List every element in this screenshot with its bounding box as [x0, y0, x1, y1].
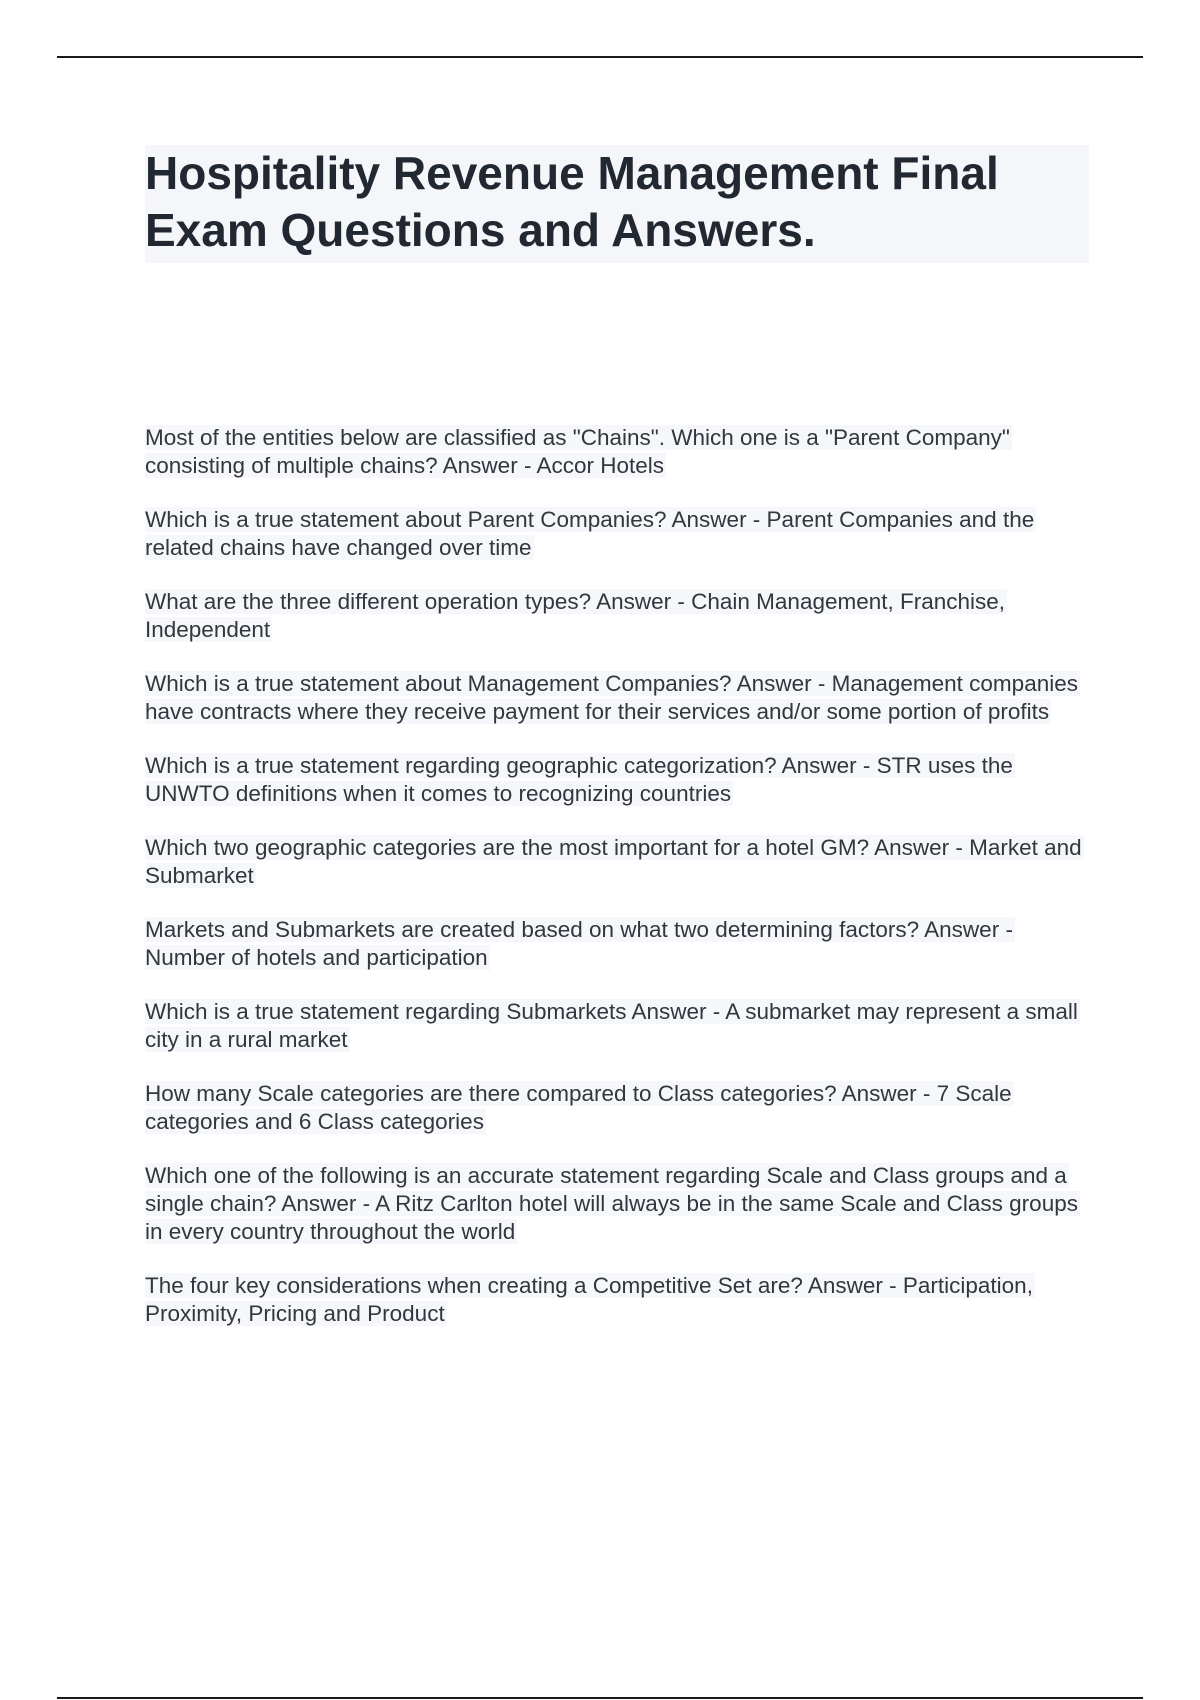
- qa-item: [145, 1080, 1085, 1136]
- qa-item: [145, 752, 1085, 808]
- qa-item: [145, 506, 1085, 562]
- qa-item: [145, 834, 1085, 890]
- document-title: Hospitality Revenue Management Final Exam Questions and Answers.: [145, 145, 1089, 263]
- top-rule: [57, 56, 1143, 58]
- qa-item: [145, 424, 1085, 480]
- qa-list: [145, 424, 1085, 1354]
- qa-item: [145, 916, 1085, 972]
- qa-text: Which two geographic categories are the most important for a hotel GM? Answer - Market and Submarket: [145, 835, 1082, 888]
- qa-text: How many Scale categories are there compared to Class categories? Answer - 7 Scale categories and 6 Class categories: [145, 1081, 1012, 1134]
- qa-item: [145, 588, 1085, 644]
- qa-item: [145, 998, 1085, 1054]
- qa-text: What are the three different operation types? Answer - Chain Management, Franchise, Independent: [145, 589, 1006, 642]
- qa-item: [145, 1272, 1085, 1328]
- qa-text: The four key considerations when creating a Competitive Set are? Answer - Participation, Proximity, Pricing and Product: [145, 1273, 1033, 1326]
- qa-text: Most of the entities below are classified as "Chains". Which one is a "Parent Company" consisting of multiple chains? Answer - Accor Hotels: [145, 425, 1010, 478]
- bottom-rule: [57, 1697, 1143, 1699]
- qa-item: [145, 670, 1085, 726]
- qa-text: Which is a true statement about Parent Companies? Answer - Parent Companies and the related chains have changed over time: [145, 507, 1035, 560]
- qa-item: [145, 1162, 1085, 1246]
- qa-text: Which is a true statement regarding geographic categorization? Answer - STR uses the UNWTO definitions when it comes to recognizing countries: [145, 753, 1013, 806]
- qa-text: Which is a true statement regarding Submarkets Answer - A submarket may represent a small city in a rural market: [145, 999, 1078, 1052]
- qa-text: Which one of the following is an accurate statement regarding Scale and Class groups and a single chain? Answer - A Ritz Carlton hotel will always be in the same Scale and Class groups in every country throughout the world: [145, 1163, 1078, 1244]
- qa-text: Which is a true statement about Management Companies? Answer - Management companies have contracts where they receive payment for their services and/or some portion of profits: [145, 671, 1078, 724]
- qa-text: Markets and Submarkets are created based on what two determining factors? Answer - Number of hotels and participation: [145, 917, 1013, 970]
